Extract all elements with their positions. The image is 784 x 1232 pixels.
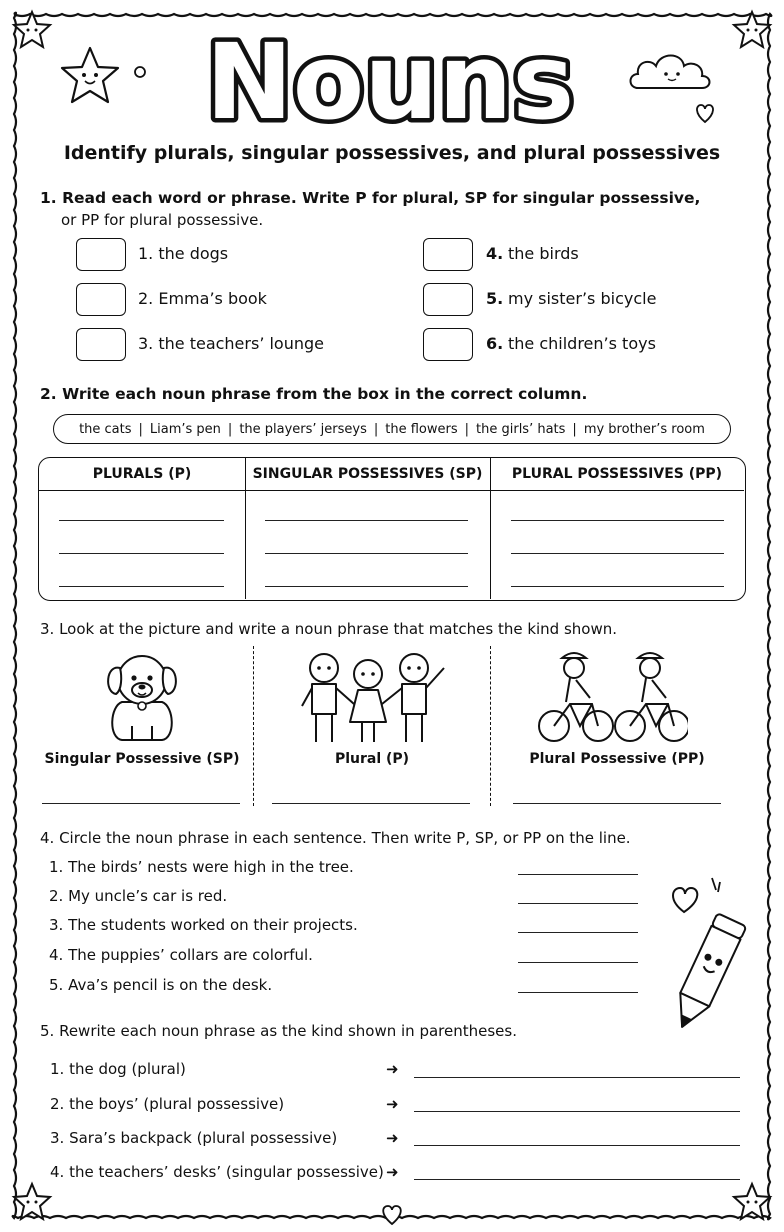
answer-line[interactable] (511, 553, 724, 554)
star-icon (14, 12, 50, 47)
answer-line[interactable] (518, 962, 638, 963)
answer-line[interactable] (265, 520, 468, 521)
answer-box[interactable] (423, 238, 473, 271)
list-item: 3. the teachers’ lounge (138, 334, 324, 353)
list-item: 1. the dogs (138, 244, 229, 263)
word-bank (53, 414, 731, 444)
answer-line[interactable] (513, 803, 721, 804)
list-item-number: 5. (486, 289, 504, 308)
answer-line[interactable] (518, 874, 638, 875)
sentence: 3. The students worked on their projects. (49, 916, 358, 934)
answer-line[interactable] (265, 586, 468, 587)
heart-icon (697, 105, 713, 122)
separator: | (373, 421, 379, 437)
word-bank-item: the players’ jerseys (239, 421, 367, 437)
bikes-icon (536, 648, 688, 746)
list-item: 1. the dog (plural) (50, 1060, 186, 1078)
separator: | (464, 421, 470, 437)
answer-line[interactable] (265, 553, 468, 554)
list-item: my sister’s bicycle (508, 289, 657, 308)
list-item: the children’s toys (508, 334, 656, 353)
section1-instruction-cont: or PP for plural possessive. (61, 211, 264, 229)
picture-label: Plural (P) (334, 751, 410, 767)
list-item-number: 6. (486, 334, 504, 353)
answer-line[interactable] (59, 520, 224, 521)
separator: | (138, 421, 143, 437)
star-icon (62, 48, 118, 102)
list-item: 2. the boys’ (plural possessive) (50, 1095, 285, 1113)
word-bank-item: the girls’ hats (476, 421, 566, 437)
column-header: PLURAL POSSESSIVES (PP) (511, 466, 723, 482)
answer-line[interactable] (414, 1179, 740, 1180)
answer-line[interactable] (511, 586, 724, 587)
answer-box[interactable] (423, 328, 473, 361)
answer-line[interactable] (518, 992, 638, 993)
answer-line[interactable] (511, 520, 724, 521)
heart-icon (383, 1206, 401, 1224)
section1-instruction: 1. Read each word or phrase. Write P for plural, SP for singular possessive, (40, 189, 701, 207)
kids-icon (296, 644, 456, 748)
separator: | (572, 421, 577, 437)
picture-label: Singular Possessive (SP) (44, 751, 240, 767)
list-item-number: 4. (486, 244, 504, 263)
star-icon (734, 12, 770, 47)
word-bank-item: my brother’s room (583, 421, 705, 437)
sentence: 4. The puppies’ collars are colorful. (49, 946, 313, 964)
answer-line[interactable] (518, 903, 638, 904)
subtitle: Identify plurals, singular possessives, and plural possessives (63, 142, 721, 164)
section2-instruction: 2. Write each noun phrase from the box in the correct column. (40, 385, 588, 403)
heart-icon (673, 888, 697, 912)
list-item: 2. Emma’s book (138, 289, 267, 308)
arrow-icon: ➜ (386, 1129, 399, 1147)
list-item: 4. the teachers’ desks’ (singular possessive) (50, 1163, 384, 1181)
pencil-icon (660, 872, 750, 1036)
sentence: 1. The birds’ nests were high in the tree. (49, 858, 354, 876)
answer-line[interactable] (518, 932, 638, 933)
list-item: 3. Sara’s backpack (plural possessive) (50, 1129, 338, 1147)
answer-box[interactable] (76, 238, 126, 271)
answer-line[interactable] (414, 1111, 740, 1112)
section5-instruction: 5. Rewrite each noun phrase as the kind shown in parentheses. (40, 1022, 517, 1040)
picture-label: Plural Possessive (PP) (529, 751, 705, 767)
star-icon (734, 1184, 770, 1219)
answer-line[interactable] (414, 1145, 740, 1146)
answer-line[interactable] (42, 803, 240, 804)
answer-line[interactable] (59, 586, 224, 587)
sentence: 5. Ava’s pencil is on the desk. (49, 976, 273, 994)
word-bank-item: the flowers (385, 421, 458, 437)
column-header: PLURALS (P) (92, 466, 192, 482)
section4-instruction: 4. Circle the noun phrase in each sentence. Then write P, SP, or PP on the line. (40, 829, 631, 847)
separator: | (227, 421, 233, 437)
answer-box[interactable] (76, 283, 126, 316)
sentence: 2. My uncle’s car is red. (49, 887, 228, 905)
word-bank-item: the cats (79, 421, 132, 437)
answer-line[interactable] (414, 1077, 740, 1078)
cloud-icon (631, 56, 710, 89)
star-icon (14, 1184, 50, 1219)
answer-box[interactable] (76, 328, 126, 361)
svg-text:Nouns: Nouns (205, 22, 575, 132)
answer-box[interactable] (423, 283, 473, 316)
list-item: the birds (508, 244, 579, 263)
arrow-icon: ➜ (386, 1095, 399, 1113)
answer-line[interactable] (59, 553, 224, 554)
page-title (190, 22, 590, 132)
sort-table (38, 457, 746, 601)
section3-instruction: 3. Look at the picture and write a noun phrase that matches the kind shown. (40, 620, 618, 638)
dog-icon (92, 646, 192, 746)
arrow-icon: ➜ (386, 1060, 399, 1078)
word-bank-item: Liam’s pen (149, 421, 221, 437)
column-header: SINGULAR POSSESSIVES (SP) (252, 466, 483, 482)
arrow-icon: ➜ (386, 1163, 399, 1181)
answer-line[interactable] (272, 803, 470, 804)
